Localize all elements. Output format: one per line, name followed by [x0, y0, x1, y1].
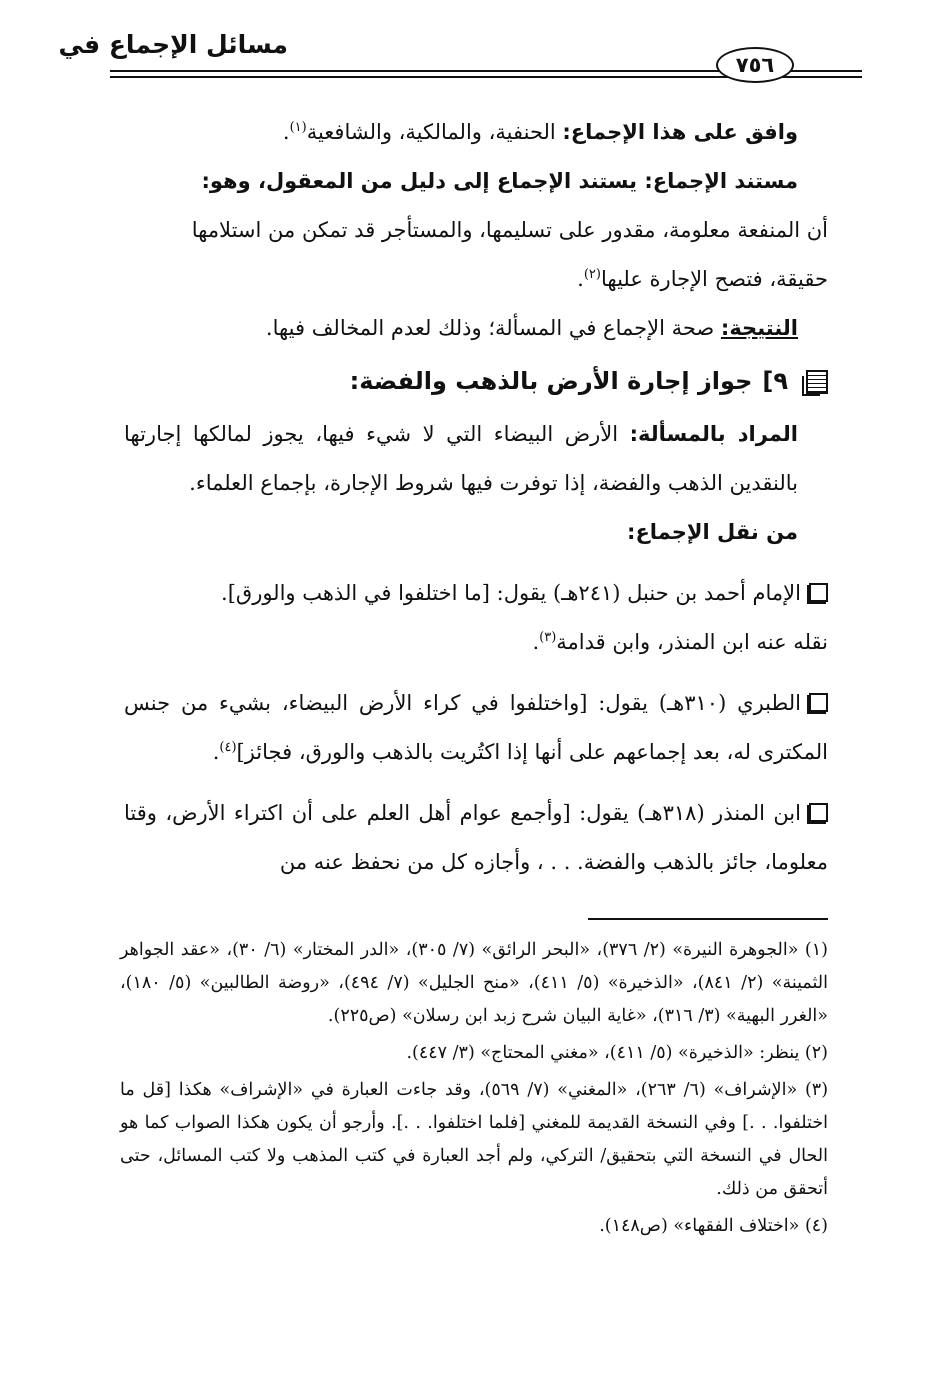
section-heading: [124, 357, 828, 406]
running-header-title: مسائل الإجماع في: [58, 30, 288, 59]
footnote-4: (٤) «اختلاف الفقهاء» (ص١٤٨).: [599, 1216, 828, 1236]
section-title: جواز إجارة الأرض بالذهب والفضة:: [349, 367, 753, 395]
agreement-label: وافق على هذا الإجماع:: [562, 120, 798, 144]
basis-heading: مستند الإجماع: يستند الإجماع إلى دليل من المعقول، وهو:: [201, 169, 798, 193]
checkbox-bullet-icon: [809, 583, 828, 602]
footnote-2: (٢) ينظر: «الذخيرة» (٥/ ٤١١)، «مغني المحتاج» (٣/ ٤٤٧).: [406, 1043, 828, 1063]
checkbox-bullet-icon: [809, 803, 828, 822]
footnote-ref-1: (١): [289, 120, 307, 135]
meaning-paragraph: المراد بالمسألة: الأرض البيضاء التي لا شيء فيها، يجوز لمالكها إجارتها بالنقدين الذهب والفضة، إذا توفرت فيها شروط الإجارة، بإجماع العلماء.: [124, 422, 798, 495]
main-text: [124, 108, 828, 887]
footnote-3: (٣) «الإشراف» (٦/ ٢٦٣)، «المغني» (٧/ ٥٦٩)، وقد جاءت العبارة في «الإشراف» هكذا [قل ما اختلفوا. . .] وفي النسخة القديمة للمغني [فلما اختلفوا. . .]. وأرجو أن يكون هكذا الصواب كما هو الحال في النسخة التي بتحقيق/ التركي، ولم أجد العبارة في كتب المذهب ولا كتب المسائل، حتى أتحقق من ذلك.: [120, 1080, 829, 1199]
basis-paragraph: أن المنفعة معلومة، مقدور على تسليمها، والمستأجر قد تمكن من استلامها حقيقة، فتصح الإجارة عليها$^{(٢)}$.: [191, 218, 828, 291]
quote-ibn-almundhir: ابن المنذر (٣١٨هـ) يقول: [وأجمع عوام أهل العلم على أن اكتراء الأرض، وقتا معلوما، جائز بالذهب والفضة. . . ، وأجازه كل من نحفظ عنه من: [124, 801, 828, 874]
quote-ahmad: الإمام أحمد بن حنبل (٢٤١هـ) يقول: [ما اختلفوا في الذهب والورق]. نقله عنه ابن المنذر، وابن قدامة$^{(٣)}$.: [221, 581, 828, 654]
checkbox-bullet-icon: [809, 693, 828, 712]
result-paragraph: النتيجة: صحة الإجماع في المسألة؛ وذلك لعدم المخالف فيها.: [265, 316, 798, 340]
page-number: ٧٥٦: [716, 47, 794, 83]
quote-tabari: الطبري (٣١٠هـ) يقول: [واختلفوا في كراء الأرض البيضاء، بشيء من جنس المكترى له، بعد إجماعهم على أنها إذا اكتُريت بالذهب والورق، فجائز]$^{(٤)}$.: [124, 691, 828, 764]
footnote-ref-4: (٤): [219, 740, 237, 755]
footnotes: [120, 934, 828, 1247]
agreement-paragraph: وافق على هذا الإجماع: الحنفية، والمالكية، والشافعية$^{(١)}$.: [282, 120, 798, 144]
document-icon: [806, 370, 828, 394]
meaning-label: المراد بالمسألة:: [629, 422, 798, 446]
footnote-ref-2: (٢): [583, 267, 601, 282]
footnote-ref-3: (٣): [539, 630, 557, 645]
footnote-1: (١) «الجوهرة النيرة» (٢/ ٣٧٦)، «البحر الرائق» (٧/ ٣٠٥)، «الدر المختار» (٦/ ٣٠)، «عقد الجواهر الثمينة» (٢/ ٨٤١)، «الذخيرة» (٥/ ٤١١)، «منح الجليل» (٧/ ٤٩٤)، «روضة الطالبين» (٥/ ١٨٠)، «الغرر البهية» (٣/ ٣١٦)، «غاية البيان شرح زبد ابن رسلان» (ص٢٢٥).: [120, 940, 828, 1026]
footnote-separator: [588, 918, 828, 920]
transmitters-heading: من نقل الإجماع:: [627, 520, 798, 544]
result-label: النتيجة:: [720, 316, 798, 340]
section-number: ٩]: [762, 367, 788, 395]
